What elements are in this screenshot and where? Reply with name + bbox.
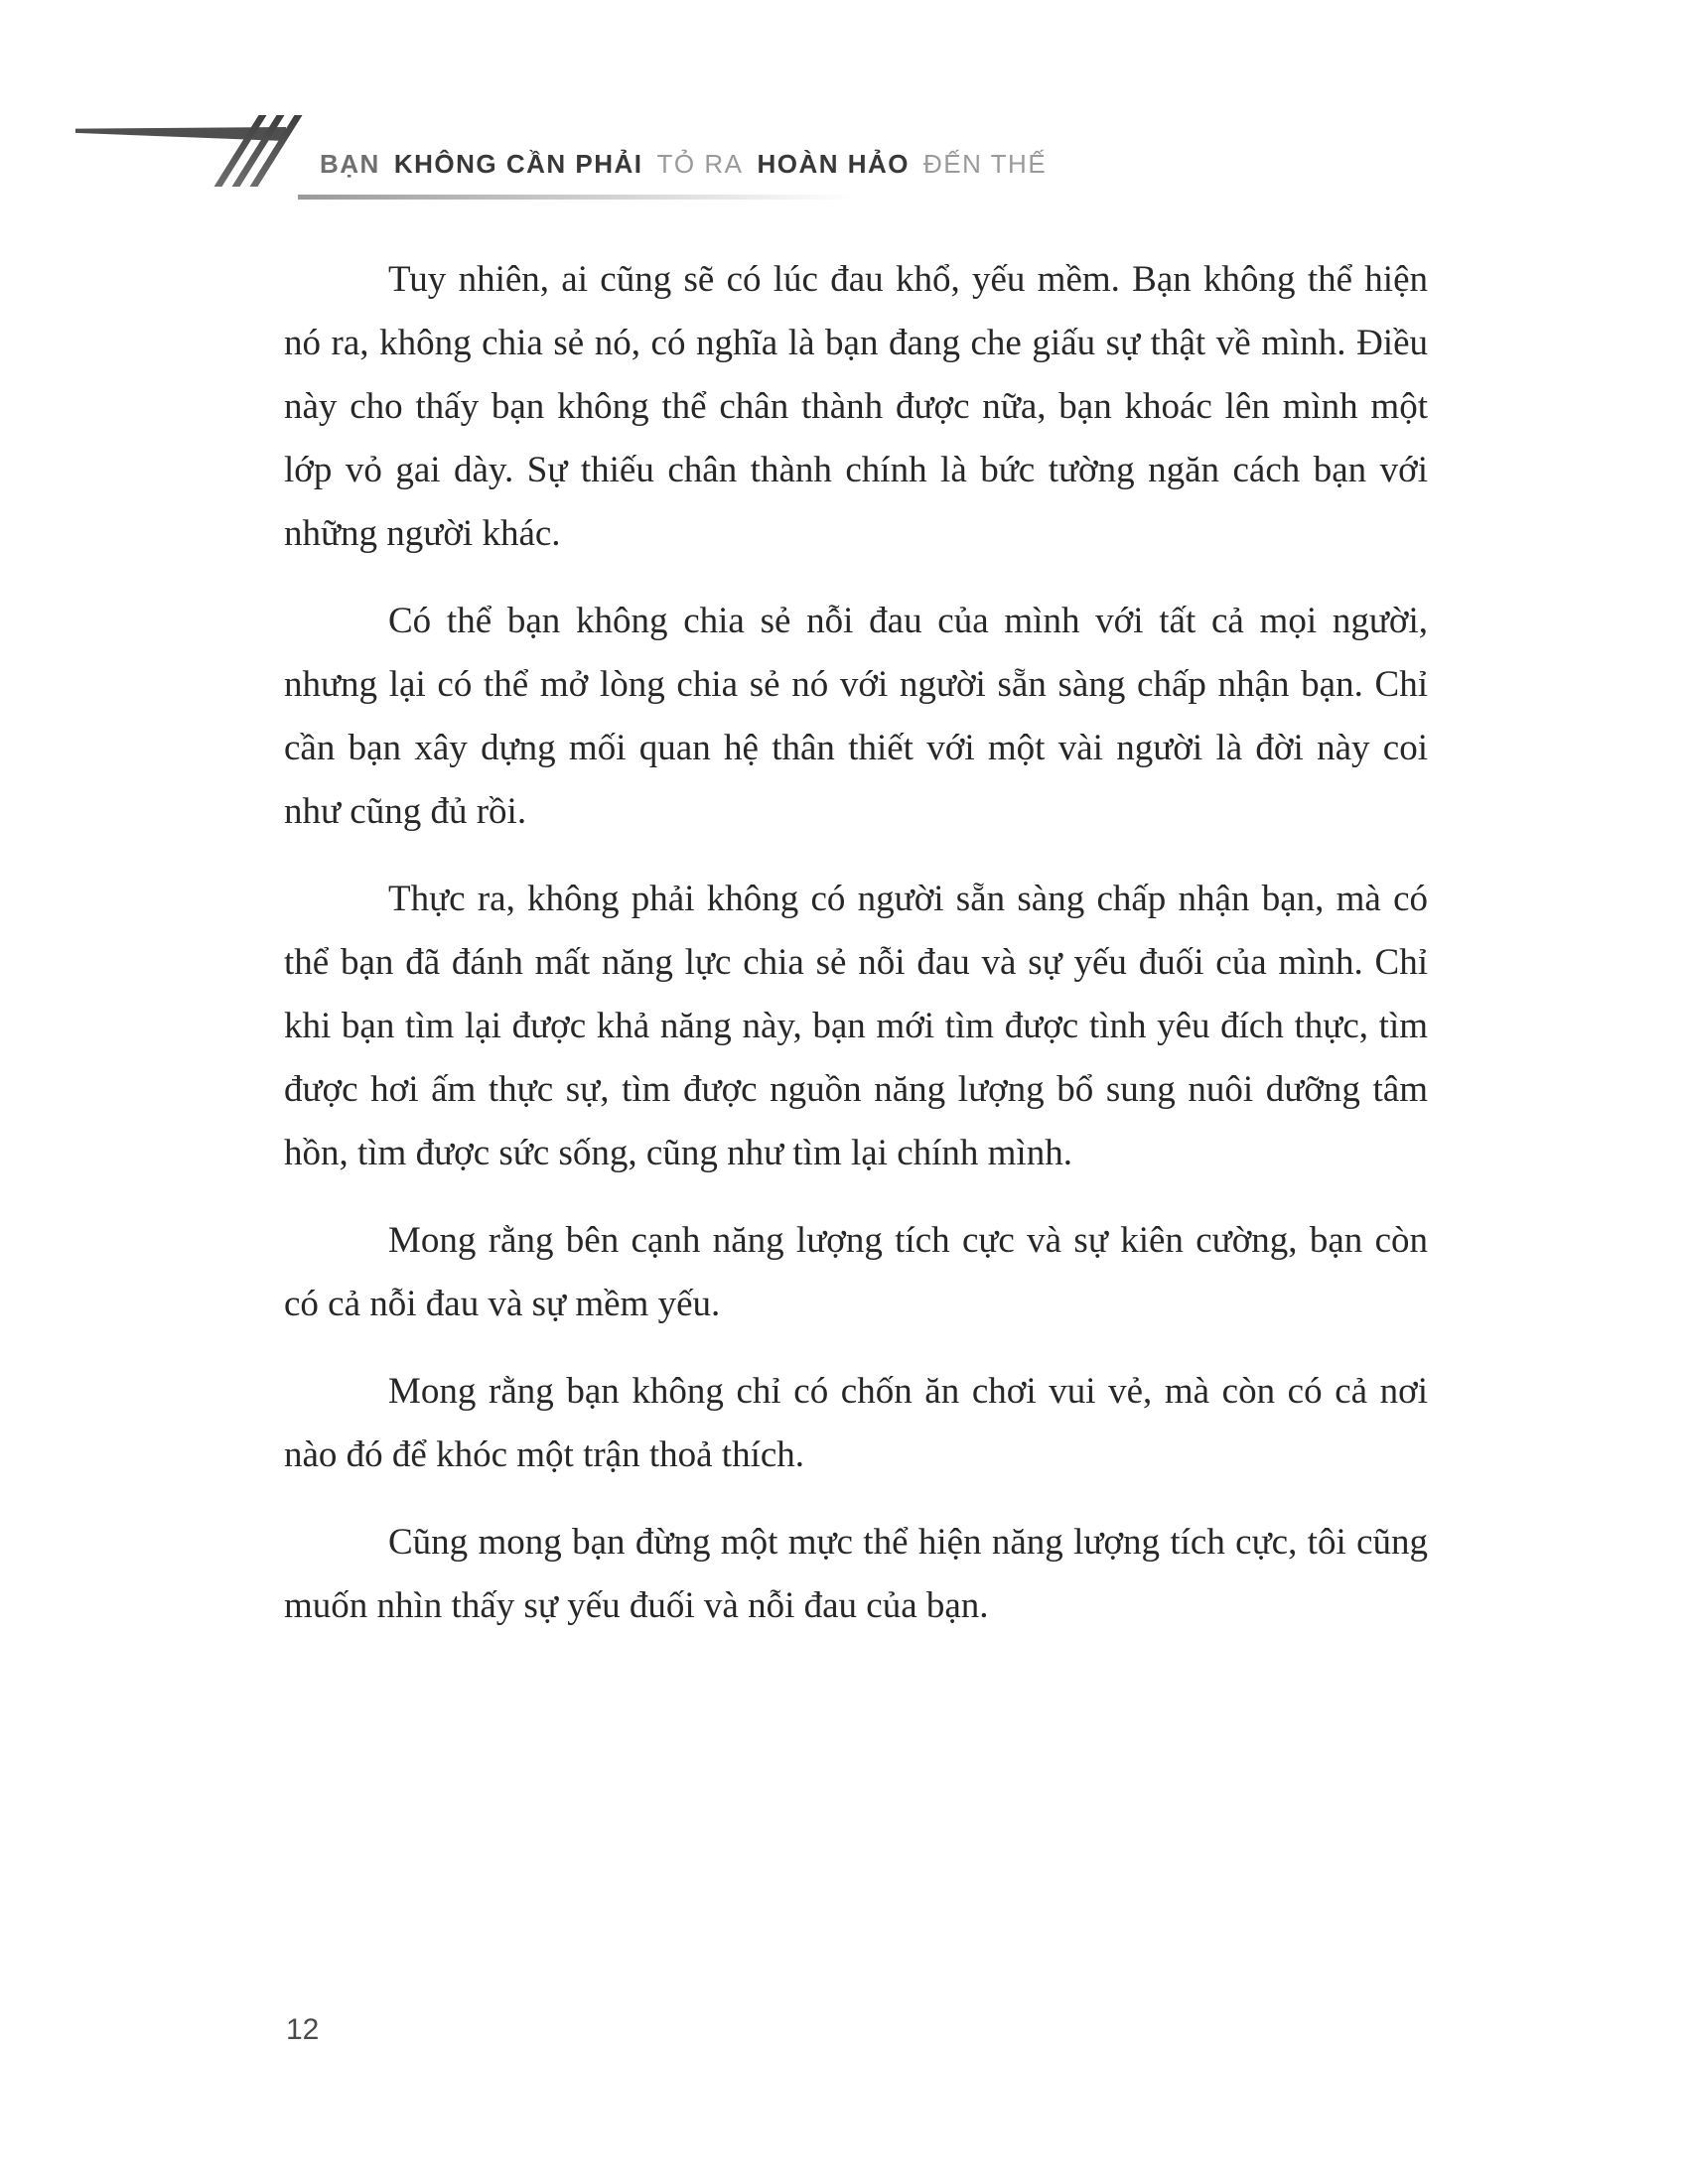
paragraph: Cũng mong bạn đừng một mực thể hiện năng lượng tích cực, tôi cũng muốn nhìn thấy sự yếu đuối và nỗi đau của bạn. [284, 1522, 1428, 1626]
running-head-segment: KHÔNG CẦN PHẢI [393, 149, 643, 179]
running-head-segment: TỎ RA [656, 149, 744, 179]
header-slashes-icon [236, 115, 280, 187]
body-text [284, 248, 1428, 1662]
running-head [320, 149, 1060, 180]
paragraph: Tuy nhiên, ai cũng sẽ có lúc đau khổ, yếu mềm. Bạn không thể hiện nó ra, không chia sẻ nó, có nghĩa là bạn đang che giấu sự thật về mình. Điều này cho thấy bạn không thể chân thành được nữa, bạn khoác lên mình một lớp vỏ gai dày. Sự thiếu chân thành chính là bức tường ngăn cách bạn với những người khác. [284, 259, 1428, 554]
page-number: 12 [286, 2013, 320, 2046]
header-underline [298, 195, 854, 200]
paragraph: Thực ra, không phải không có người sẵn sàng chấp nhận bạn, mà có thể bạn đã đánh mất năng lực chia sẻ nỗi đau và sự yếu đuối của mình. Chỉ khi bạn tìm lại được khả năng này, bạn mới tìm được tình yêu đích thực, tìm được hơi ấm thực sự, tìm được nguồn năng lượng bổ sung nuôi dưỡng tâm hồn, tìm được sức sống, cũng như tìm lại chính mình. [284, 879, 1428, 1173]
paragraph: Có thể bạn không chia sẻ nỗi đau của mình với tất cả mọi người, nhưng lại có thể mở lòng chia sẻ nó với người sẵn sàng chấp nhận bạn. Chỉ cần bạn xây dựng mối quan hệ thân thiết với một vài người là đời này coi như cũng đủ rồi. [284, 601, 1428, 832]
paragraph: Mong rằng bạn không chỉ có chốn ăn chơi vui vẻ, mà còn có cả nơi nào đó để khóc một trận thoả thích. [284, 1371, 1428, 1475]
running-head-segment: BẠN [320, 149, 380, 179]
running-head-segment: HOÀN HẢO [757, 149, 911, 179]
running-head-segment: ĐẾN THẾ [923, 149, 1048, 179]
paragraph: Mong rằng bên cạnh năng lượng tích cực và sự kiên cường, bạn còn có cả nỗi đau và sự mềm yếu. [284, 1220, 1428, 1324]
